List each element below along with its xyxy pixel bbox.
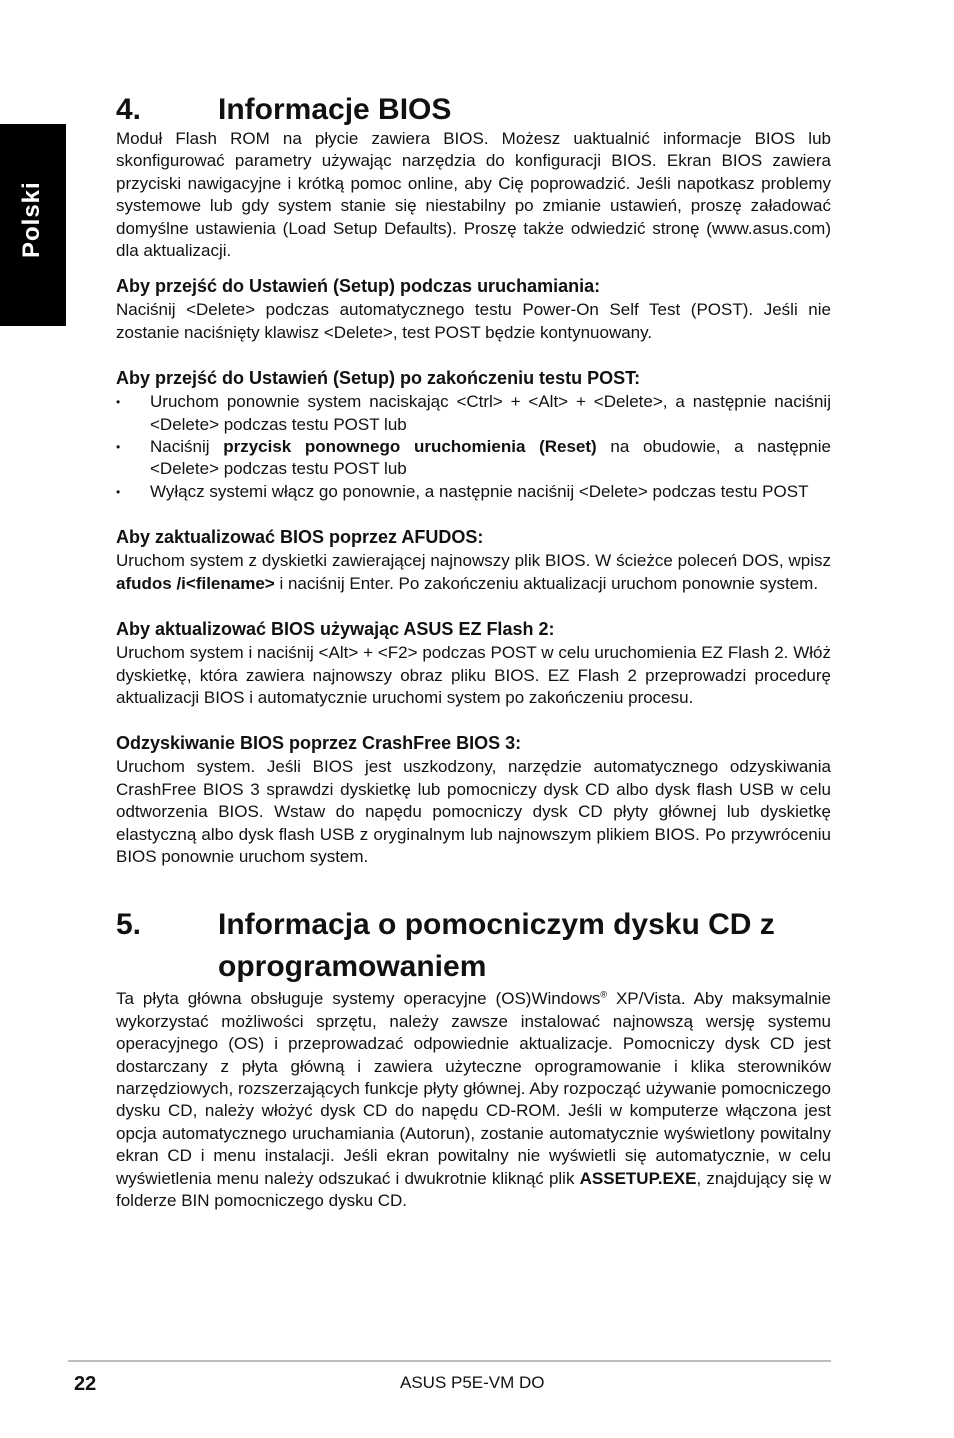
section-intro: Moduł Flash ROM na płycie zawiera BIOS. Możesz uaktualnić informacje BIOS lub skonfigurować parametry używając narzędzia do konfiguracji BIOS. Ekran BIOS zawiera przyciski nawigacyjne i krótką pomoc online, aby Cię poprowadzić. Jeśli napotkasz problemy systemowe lub gdy system stanie się niestabilny po zmianie ustawień, proszę załadować domyślne ustawienia (Load Setup Defaults). Proszę także odwiedzić stronę (www.asus.com) dla aktualizacji. [116, 129, 831, 261]
section-title: Informacje BIOS [218, 93, 452, 126]
section-number: 4. [116, 93, 142, 126]
paragraph-afudos [116, 550, 831, 595]
paragraph-text: Ta płyta główna obsługuje systemy operacyjne (OS)Windows [116, 989, 601, 1009]
footer-divider [68, 1360, 831, 1362]
registered-mark: ® [600, 989, 608, 1000]
list-item: • Wyłącz systemi włącz go ponownie, a następnie naciśnij <Delete> podczas testu POST [116, 481, 831, 503]
section-title: Informacja o pomocniczym dysku CD z oprogramowaniem [218, 908, 775, 984]
list-item: • Uruchom ponownie system naciskając <Ctrl> + <Alt> + <Delete>, a następnie naciśnij <Delete> podczas testu POST lub [116, 391, 831, 436]
subheading-setup-boot: Aby przejść do Ustawień (Setup) podczas uruchamiania: [116, 276, 601, 297]
subheading-crashfree: Odzyskiwanie BIOS poprzez CrashFree BIOS 3: [116, 733, 522, 754]
subheading-ezflash: Aby aktualizować BIOS używając ASUS EZ Flash 2: [116, 619, 555, 640]
list-item [116, 436, 831, 481]
filename-text: ASSETUP.EXE [579, 1168, 697, 1188]
list-item-text: Naciśnij [150, 437, 224, 457]
section-heading [116, 92, 831, 128]
section-heading [116, 904, 831, 988]
list-item-text: na obudowie, a następnie <Delete> podczas testu POST lub [150, 437, 831, 479]
paragraph-ezflash: Uruchom system i naciśnij <Alt> + <F2> podczas POST w celu uruchomienia EZ Flash 2. Włóż dyskietkę, która zawiera najnowszy obraz pliku BIOS. EZ Flash 2 przeprowadzi procedurę aktualizacji BIOS i automatycznie uruchomi system po zakończeniu procesu. [116, 643, 831, 707]
language-tab-label: Polski [18, 181, 45, 258]
paragraph-crashfree: Uruchom system. Jeśli BIOS jest uszkodzony, narzędzie automatycznego odzyskiwania CrashFree BIOS 3 sprawdzi dyskietkę lub pomocniczy dysk CD albo dysk flash USB w celu odtworzenia BIOS. Wstaw do napędu pomocniczy dysk CD płyty głównej lub dyskietkę elastyczną albo dysk flash USB z oryginalnym lub najnowszym plikiem BIOS. Po przywróceniu BIOS ponownie uruchom system. [116, 757, 831, 866]
subheading-setup-post: Aby przejść do Ustawień (Setup) po zakończeniu testu POST: [116, 368, 641, 389]
paragraph-setup-boot: Naciśnij <Delete> podczas automatycznego testu Power-On Self Test (POST). Jeśli nie zostanie naciśnięty klawisz <Delete>, test POST będzie kontynuowany. [116, 300, 831, 342]
subheading-afudos: Aby zaktualizować BIOS poprzez AFUDOS: [116, 527, 484, 548]
paragraph-text: i naciśnij Enter. Po zakończeniu aktualizacji uruchom ponownie system. [274, 573, 819, 593]
paragraph-text: Uruchom system z dyskietki zawierającej najnowszy plik BIOS. W ścieżce poleceń DOS, wpisz [116, 551, 831, 571]
section-number: 5. [116, 908, 142, 942]
bullet-list [116, 391, 831, 503]
paragraph-text: XP/Vista. Aby maksymalnie wykorzystać możliwości sprzętu, należy zawsze instalować najnowszą wersję systemu operacyjnego (OS) i przeprowadzać odpowiednie aktualizacje. Pomocniczy dysk CD jest dostarczany z płyta główną i zawiera użyteczne oprogramowanie i klika sterowników narzędziowych, rozszerzających funkcje płyty głównej. Aby rozpocząć używanie pomocniczego dysku CD, należy włożyć dysk CD do napędu CD-ROM. Jeśli w komputerze włączona jest opcja automatycznego uruchamiania (Autorun), zostanie automatycznie wyświetlony powitalny ekran CD i menu instalacji. Jeśli ekran powitalny nie wyświetli się automatycznie, w celu wyświetlenia menu należy odszukać i dwukrotnie kliknąć plik [116, 989, 831, 1188]
page-number: 22 [74, 1373, 97, 1395]
reset-button-label: przycisk ponownego uruchomienia (Reset) [223, 437, 597, 457]
page-content [116, 92, 831, 1212]
paragraph-text: , znajdujący się w folderze BIN pomocniczego dysku CD. [116, 1168, 831, 1210]
section-bios-info [116, 92, 831, 868]
section-support-cd [116, 904, 831, 1212]
paragraph-support-cd [116, 988, 831, 1212]
footer-product-name: ASUS P5E-VM DO [400, 1373, 545, 1392]
command-text: afudos /i<filename> [116, 573, 275, 593]
